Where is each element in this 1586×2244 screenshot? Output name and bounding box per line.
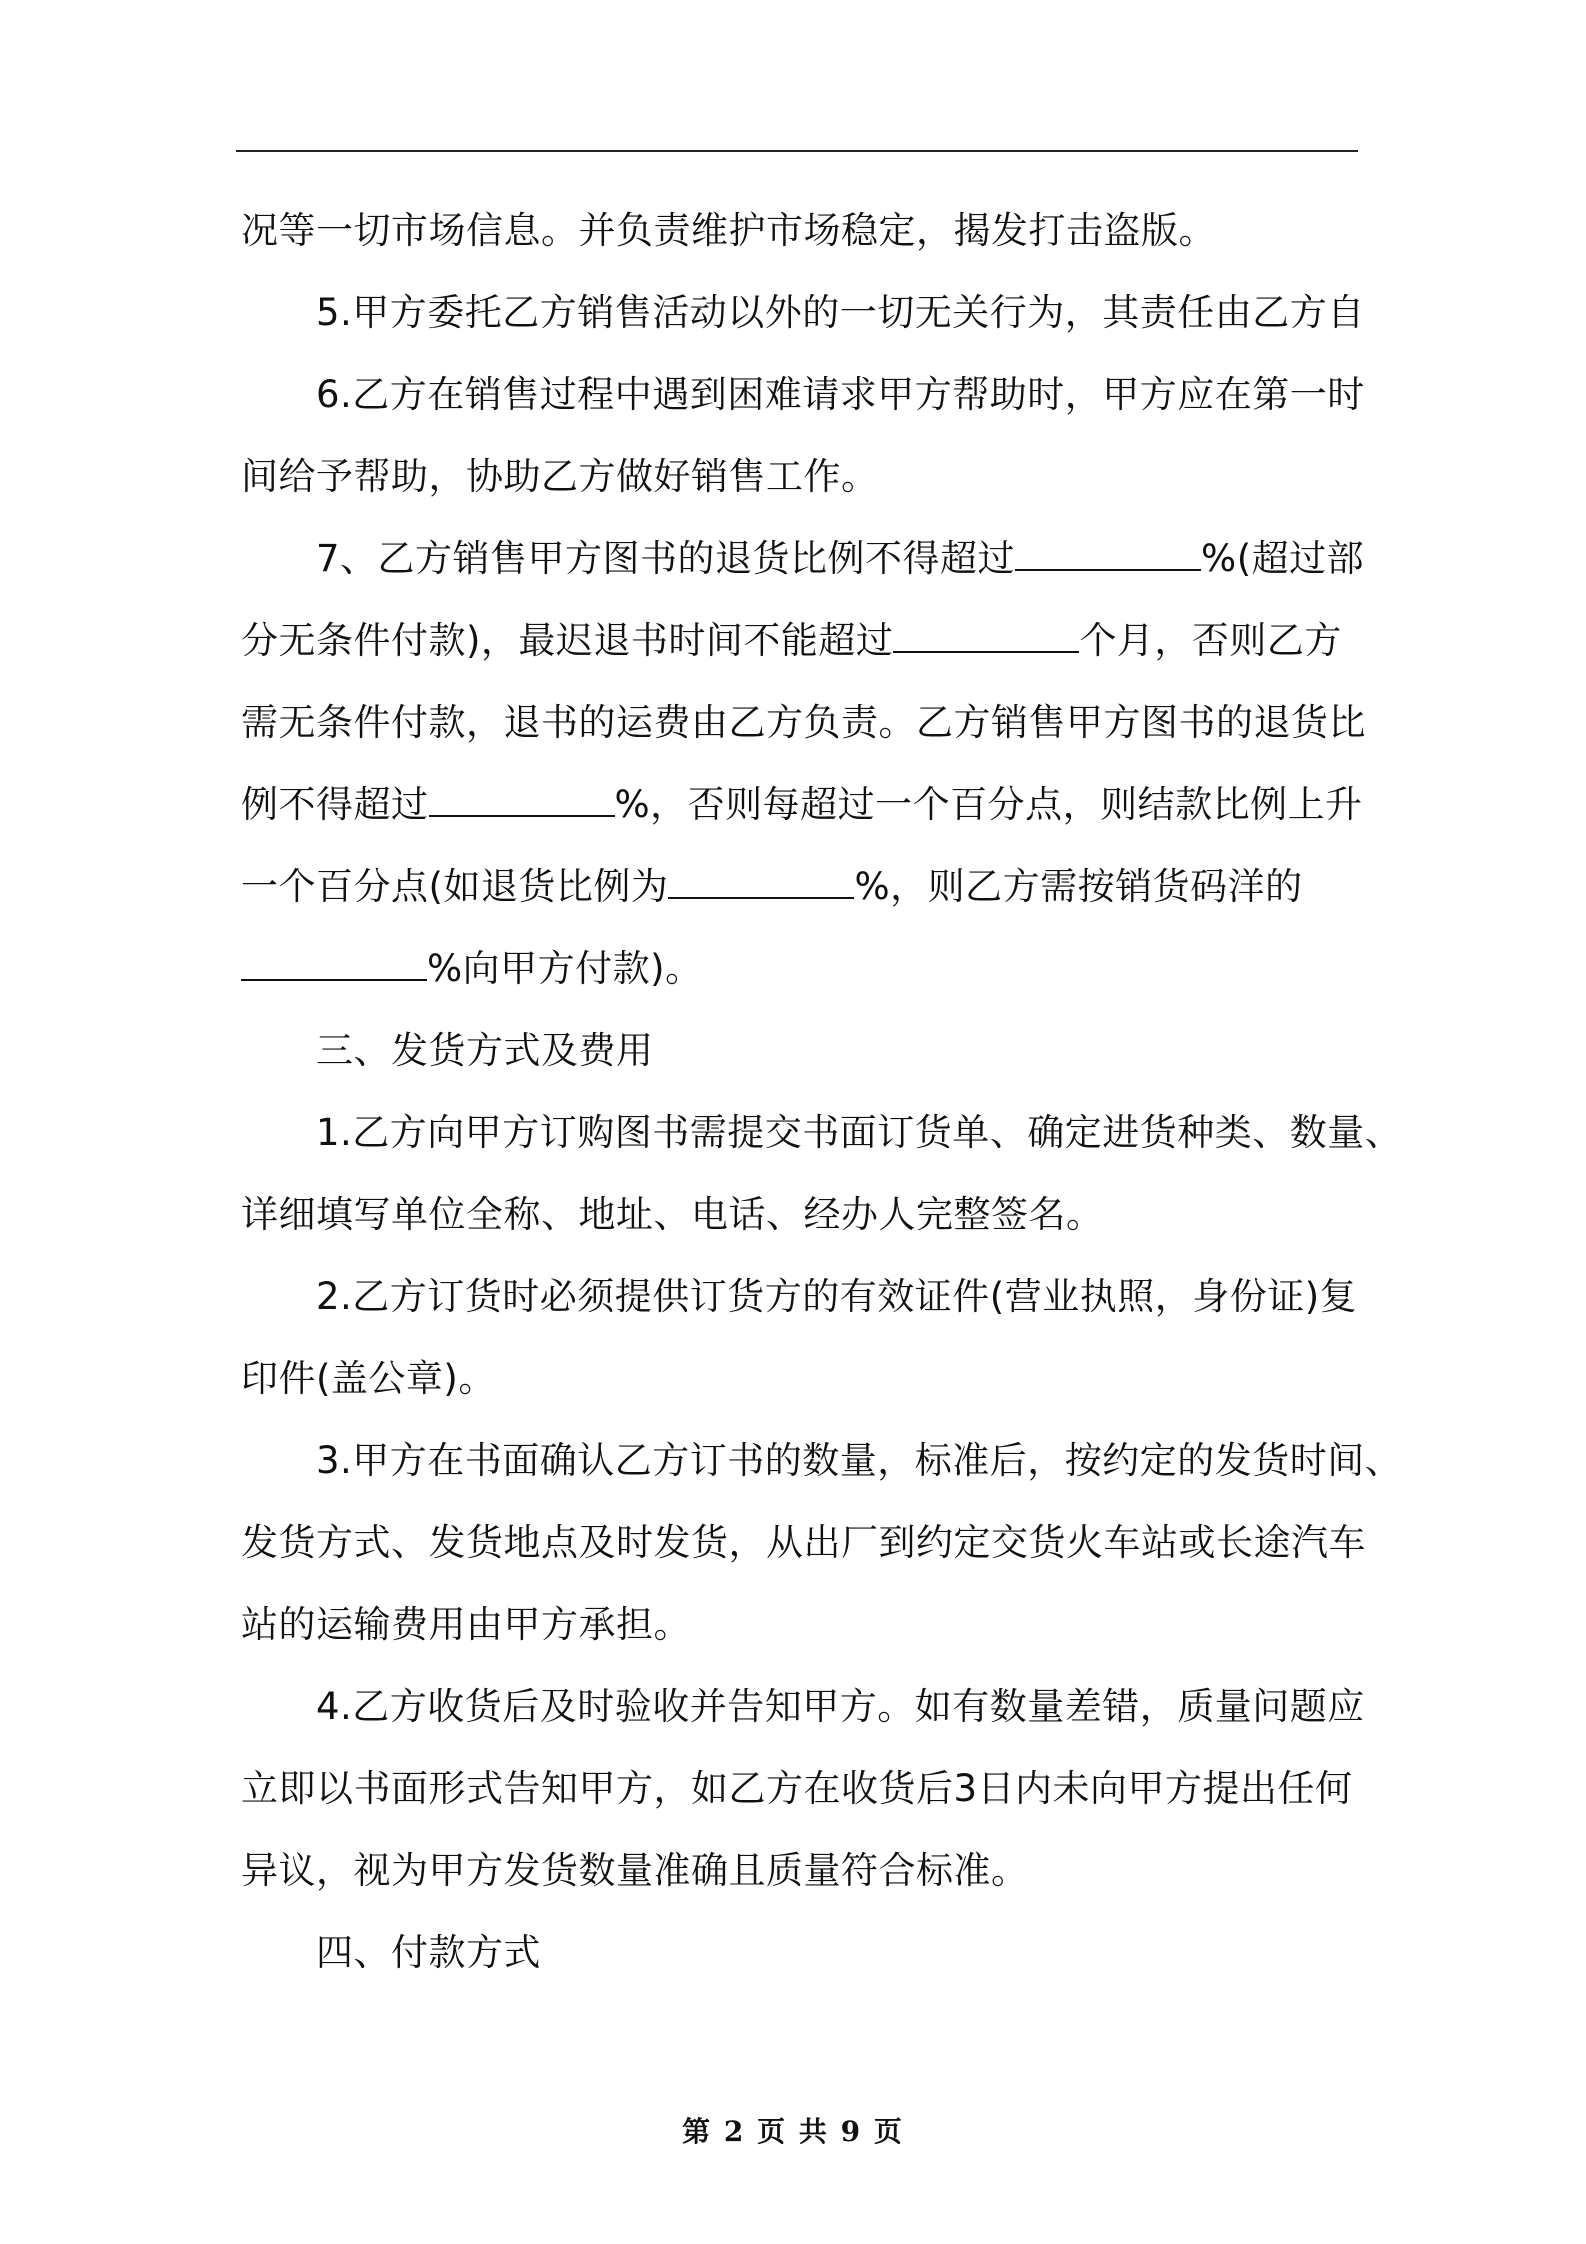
paragraph-line [241,862,1356,912]
text-segment: 分无条件付款)，最迟退书时间不能超过 [241,619,894,662]
fill-in-blank [668,867,854,899]
paragraph-line: 1.乙方向甲方订购图书需提交书面订货单、确定进货种类、数量、 [316,1111,1403,1154]
paragraph-line: 需无条件付款，退书的运费由乙方负责。乙方销售甲方图书的退货比 [241,701,1366,744]
text-segment: %，否则每超过一个百分点，则结款比例上升 [614,783,1363,826]
paragraph-line: 详细填写单位全称、地址、电话、经办人完整签名。 [241,1193,1104,1236]
text-segment: %(超过部 [1201,537,1365,580]
section-heading: 三、发货方式及费用 [316,1029,654,1072]
paragraph-line: 异议，视为甲方发货数量准确且质量符合标准。 [241,1849,1029,1892]
text-segment: %，则乙方需按销货码洋的 [854,865,1303,908]
text-segment: 7、乙方销售甲方图书的退货比例不得超过 [316,537,1016,580]
paragraph-line: 印件(盖公章)。 [241,1357,496,1400]
text-segment: 个月，否则乙方 [1079,619,1342,662]
fill-in-blank [893,621,1079,653]
paragraph-line: 况等一切市场信息。并负责维护市场稳定，揭发打击盗版。 [241,209,1216,252]
header-rule [236,150,1358,152]
paragraph-line: 间给予帮助，协助乙方做好销售工作。 [241,455,879,498]
paragraph-line: 5.甲方委托乙方销售活动以外的一切无关行为，其责任由乙方自 [316,291,1365,334]
paragraph-line [241,616,1356,666]
paragraph-line: 4.乙方收货后及时验收并告知甲方。如有数量差错，质量问题应 [316,1685,1365,1728]
text-segment: %向甲方付款)。 [427,947,703,990]
fill-in-blank [1015,539,1201,571]
fill-in-blank [241,949,427,981]
paragraph-line: 2.乙方订货时必须提供订货方的有效证件(营业执照，身份证)复 [316,1275,1358,1318]
paragraph-line: 3.甲方在书面确认乙方订书的数量，标准后，按约定的发货时间、 [316,1439,1403,1482]
paragraph-line: 6.乙方在销售过程中遇到困难请求甲方帮助时，甲方应在第一时 [316,373,1365,416]
text-segment: 一个百分点(如退货比例为 [241,865,669,908]
paragraph-line [316,534,1365,584]
paragraph-line [241,780,1363,830]
paragraph-line: 发货方式、发货地点及时发货，从出厂到约定交货火车站或长途汽车 [241,1521,1366,1564]
paragraph-line [241,944,1356,994]
fill-in-blank [429,785,615,817]
page-number: 第 2 页 共 9 页 [682,2115,904,2148]
paragraph-line: 立即以书面形式告知甲方，如乙方在收货后3日内未向甲方提出任何 [241,1767,1353,1810]
text-segment: 例不得超过 [241,783,429,826]
section-heading: 四、付款方式 [316,1931,541,1974]
paragraph-line: 站的运输费用由甲方承担。 [241,1603,691,1646]
